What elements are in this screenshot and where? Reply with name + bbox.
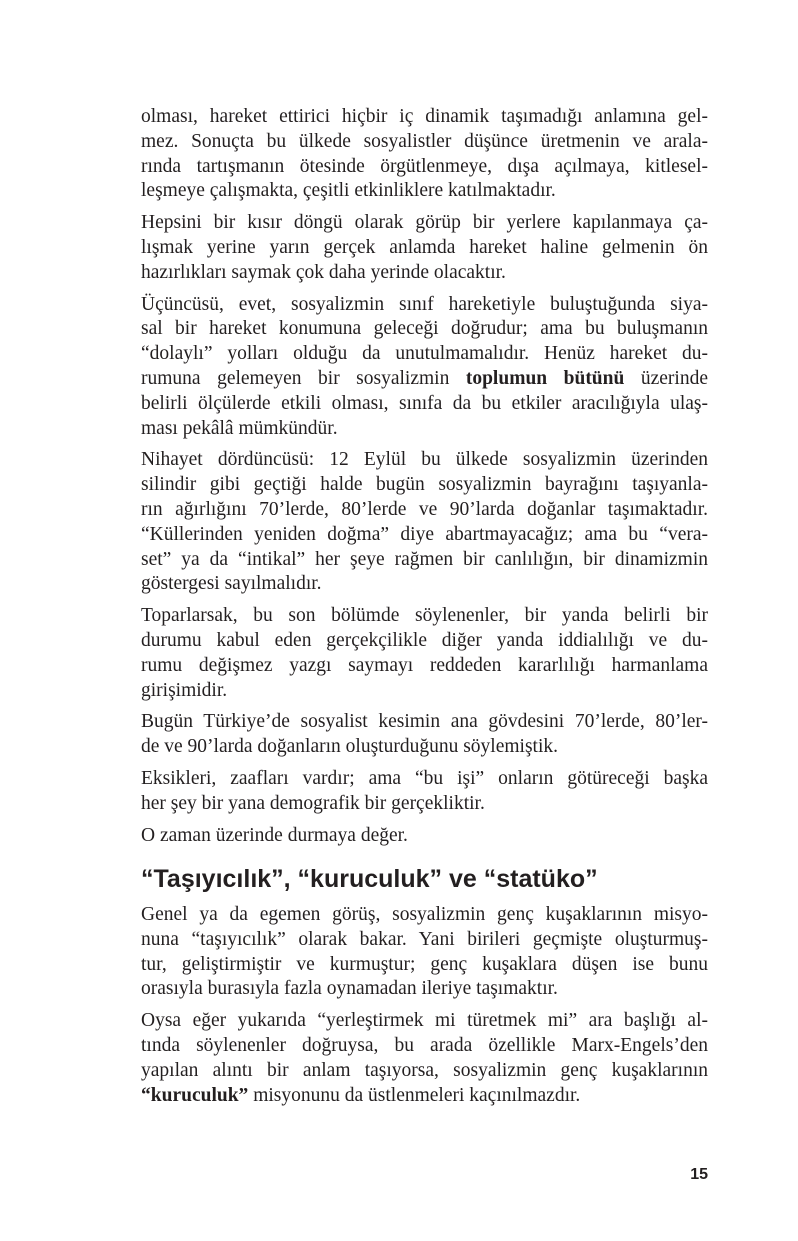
text-line: ması pekâlâ mümkündür.: [141, 417, 338, 439]
text-line: durumu kabul eden gerçekçilikle diğer yanda iddialılığı ve du-: [141, 629, 708, 651]
section-heading: “Taşıyıcılık”, “kuruculuk” ve “statüko”: [141, 865, 598, 893]
text-segment: üzerinde: [624, 367, 708, 389]
text-line: leşmeye çalışmakta, çeşitli etkinliklere katılmaktadır.: [141, 180, 556, 202]
text-line: rında tartışmanın ötesinde örgütlenmeye, dışa açılmaya, kitlesel-: [141, 155, 708, 177]
bold-text: “kuruculuk”: [141, 1084, 249, 1106]
text-line: girişimidir.: [141, 679, 228, 701]
text-line: tur, geliştirmiştir ve kurmuştur; genç kuşaklara düşen ise bunu: [141, 953, 708, 975]
text-line: O zaman üzerinde durmaya değer.: [141, 824, 408, 846]
body-text-section-1: [141, 105, 708, 855]
text-line: set” ya da “intikal” her şeye rağmen bir canlılığın, bir dinamizmin: [141, 548, 708, 570]
text-line: silindir gibi geçtiği halde bugün sosyalizmin bayrağını taşıyanla-: [141, 474, 708, 496]
text-segment: rumuna gelemeyen bir sosyalizmin: [141, 367, 466, 389]
text-line: Toparlarsak, bu son bölümde söylenenler, bir yanda belirli bir: [141, 605, 708, 627]
text-line: belirli ölçülerde etkili olması, sınıfa da bu etkiler aracılığıyla ulaş-: [141, 392, 708, 414]
paragraph: [141, 211, 708, 285]
paragraph: [141, 903, 708, 1002]
text-line: Bugün Türkiye’de sosyalist kesimin ana gövdesini 70’lerde, 80’ler-: [141, 711, 708, 733]
text-line: Genel ya da egemen görüş, sosyalizmin genç kuşaklarının misyo-: [141, 904, 708, 925]
text-line: rumu değişmez yazgı saymayı reddeden kararlılığı harmanlama: [141, 654, 708, 676]
paragraph: [141, 293, 708, 442]
text-line: sal bir hareket konumuna geleceği doğrudur; ama bu buluşmanın: [141, 318, 708, 340]
paragraph: [141, 448, 708, 597]
text-line: mez. Sonuçta bu ülkede sosyalistler düşünce üretmenin ve arala-: [141, 130, 708, 152]
paragraph: [141, 824, 708, 849]
text-line: rın ağırlığını 70’lerde, 80’lerde ve 90’larda doğanlar taşımaktadır.: [141, 498, 708, 520]
text-line: “Küllerinden yeniden doğma” diye abartmayacağız; ama bu “vera-: [141, 523, 708, 545]
text-line: olması, hareket ettirici hiçbir iç dinamik taşımadığı anlamına gel-: [141, 106, 708, 127]
text-line: Eksikleri, zaafları vardır; ama “bu işi” onların götüreceği başka: [141, 767, 708, 789]
text-line: [141, 367, 708, 392]
text-line: “dolaylı” yolları olduğu da unutulmamalıdır. Henüz hareket du-: [141, 343, 708, 365]
text-line: [141, 1084, 708, 1109]
paragraph: [141, 710, 708, 760]
text-line: hazırlıkları saymak çok daha yerinde olacaktır.: [141, 261, 506, 283]
paragraph: [141, 604, 708, 703]
paragraph: [141, 105, 708, 204]
text-line: nuna “taşıyıcılık” olarak bakar. Yani birileri geçmişte oluşturmuş-: [141, 928, 708, 950]
text-line: her şey bir yana demografik bir gerçekliktir.: [141, 792, 485, 814]
text-line: Üçüncüsü, evet, sosyalizmin sınıf hareketiyle buluştuğunda siya-: [141, 293, 708, 315]
text-line: tında söylenenler doğruysa, bu arada özellikle Marx-Engels’den: [141, 1034, 708, 1056]
body-text-section-2: [141, 903, 708, 1115]
text-line: Nihayet dördüncüsü: 12 Eylül bu ülkede sosyalizmin üzerinden: [141, 449, 708, 471]
text-line: Oysa eğer yukarıda “yerleştirmek mi türetmek mi” ara başlığı al-: [141, 1010, 708, 1032]
text-line: Hepsini bir kısır döngü olarak görüp bir yerlere kapılanmaya ça-: [141, 212, 708, 234]
paragraph: [141, 767, 708, 817]
paragraph: [141, 1009, 708, 1108]
text-line: yapılan alıntı bir anlam taşıyorsa, sosyalizmin genç kuşaklarının: [141, 1059, 708, 1081]
text-line: lışmak yerine yarın gerçek anlamda hareket haline gelmenin ön: [141, 236, 708, 258]
text-line: göstergesi sayılmalıdır.: [141, 573, 322, 595]
bold-text: toplumun bütünü: [465, 367, 625, 389]
text-segment: misyonunu da üstlenmeleri kaçınılmazdır.: [248, 1084, 581, 1106]
text-line: orasıyla burasıyla fazla oynamadan ileriye taşımaktır.: [141, 978, 558, 1000]
page-number: 15: [690, 1166, 708, 1183]
text-line: de ve 90’larda doğanların oluşturduğunu söylemiştik.: [141, 736, 559, 758]
